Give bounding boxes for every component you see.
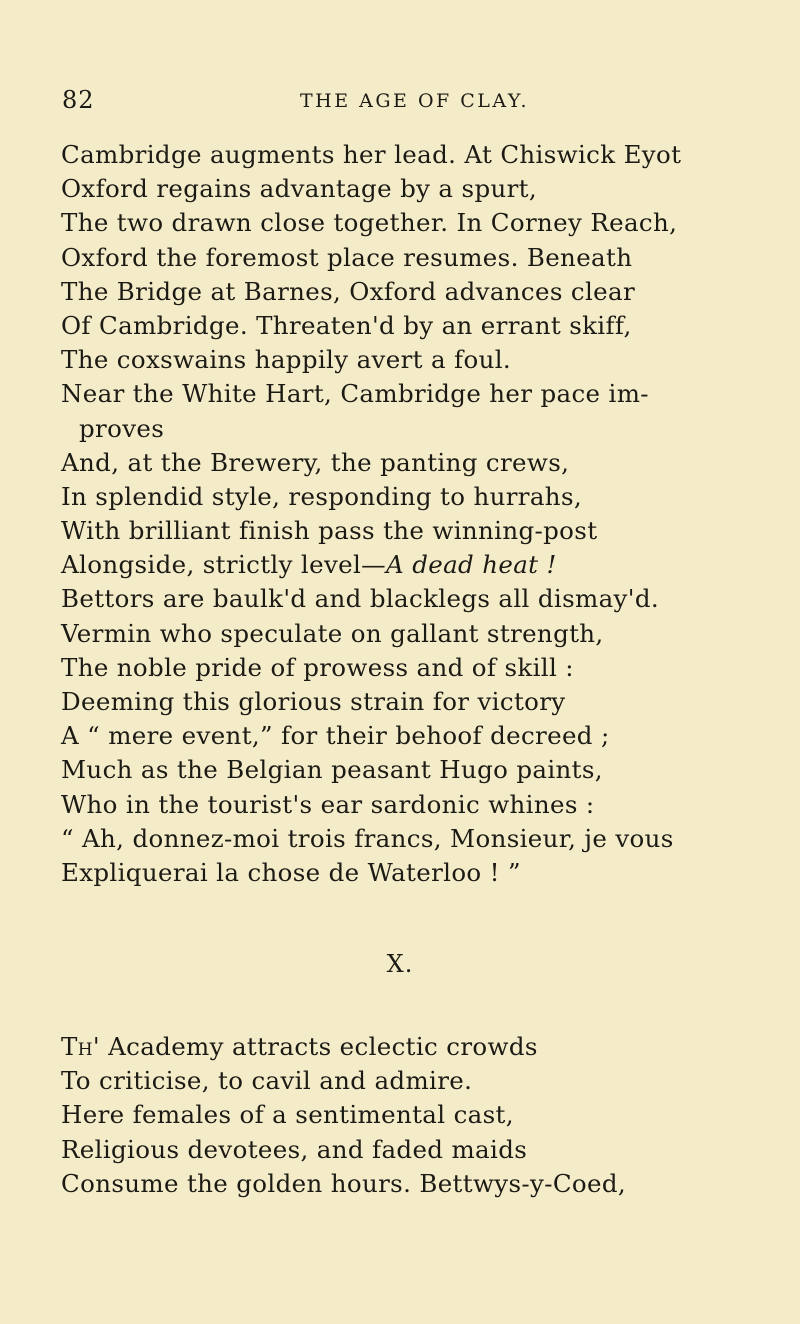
poem-line: Oxford the foremost place resumes. Beneath (61, 242, 633, 272)
poem-line: Religious devotees, and faded maids (61, 1134, 528, 1164)
poem-stanza-ix-continued (61, 138, 761, 890)
poem-line: Much as the Belgian peasant Hugo paints, (61, 755, 603, 785)
poem-line: The noble pride of prowess and of skill : (61, 652, 574, 682)
poem-line: Expliquerai la chose de Waterloo ! ” (61, 857, 521, 887)
poem-line: Oxford regains advantage by a spurt, (61, 174, 538, 204)
poem-line: Near the White Hart, Cambridge her pace im- (61, 379, 649, 409)
poem-line: The Bridge at Barnes, Oxford advances clear (61, 276, 636, 306)
poem-line: Bettors are baulk'd and blacklegs all dismay'd. (61, 584, 660, 614)
poem-line: Consume the golden hours. Bettwys-y-Coed, (61, 1168, 627, 1198)
poem-stanza-x (61, 1030, 761, 1201)
poem-line: Cambridge augments her lead. At Chiswick Eyot (61, 140, 682, 169)
page-header (0, 86, 800, 116)
poem-line: Who in the tourist's ear sardonic whines : (61, 789, 595, 819)
page-number: 82 (62, 86, 95, 114)
poem-line: The two drawn close together. In Corney Reach, (61, 208, 678, 238)
poem-line-text: Alongside, strictly level— (61, 550, 387, 580)
poem-line: And, at the Brewery, the panting crews, (61, 447, 570, 477)
poem-line: Deeming this glorious strain for victory (61, 687, 566, 716)
poem-line (61, 548, 761, 582)
small-caps-opening: Th' (61, 1032, 100, 1061)
poem-line: Vermin who speculate on gallant strength, (61, 618, 604, 648)
running-head: THE AGE OF CLAY. (300, 90, 529, 112)
poem-line-text: Academy attracts eclectic crowds (99, 1032, 538, 1061)
poem-line: Here females of a sentimental cast, (61, 1100, 514, 1130)
poem-line (61, 1030, 761, 1064)
italic-phrase: A dead heat ! (386, 550, 557, 580)
poem-line-turnover: proves (79, 413, 165, 443)
poem-line: Of Cambridge. Threaten'd by an errant skiff, (61, 310, 632, 340)
poem-line: A “ mere event,” for their behoof decreed ; (61, 721, 610, 751)
poem-line: With brilliant finish pass the winning-post (61, 516, 598, 546)
poem-line: “ Ah, donnez-moi trois francs, Monsieur, je vous (61, 823, 674, 853)
poem-line: In splendid style, responding to hurrahs, (61, 481, 583, 511)
poem-line: The coxswains happily avert a foul. (61, 345, 512, 375)
poem-line: To criticise, to cavil and admire. (61, 1066, 473, 1096)
section-numeral: X. (386, 950, 414, 978)
